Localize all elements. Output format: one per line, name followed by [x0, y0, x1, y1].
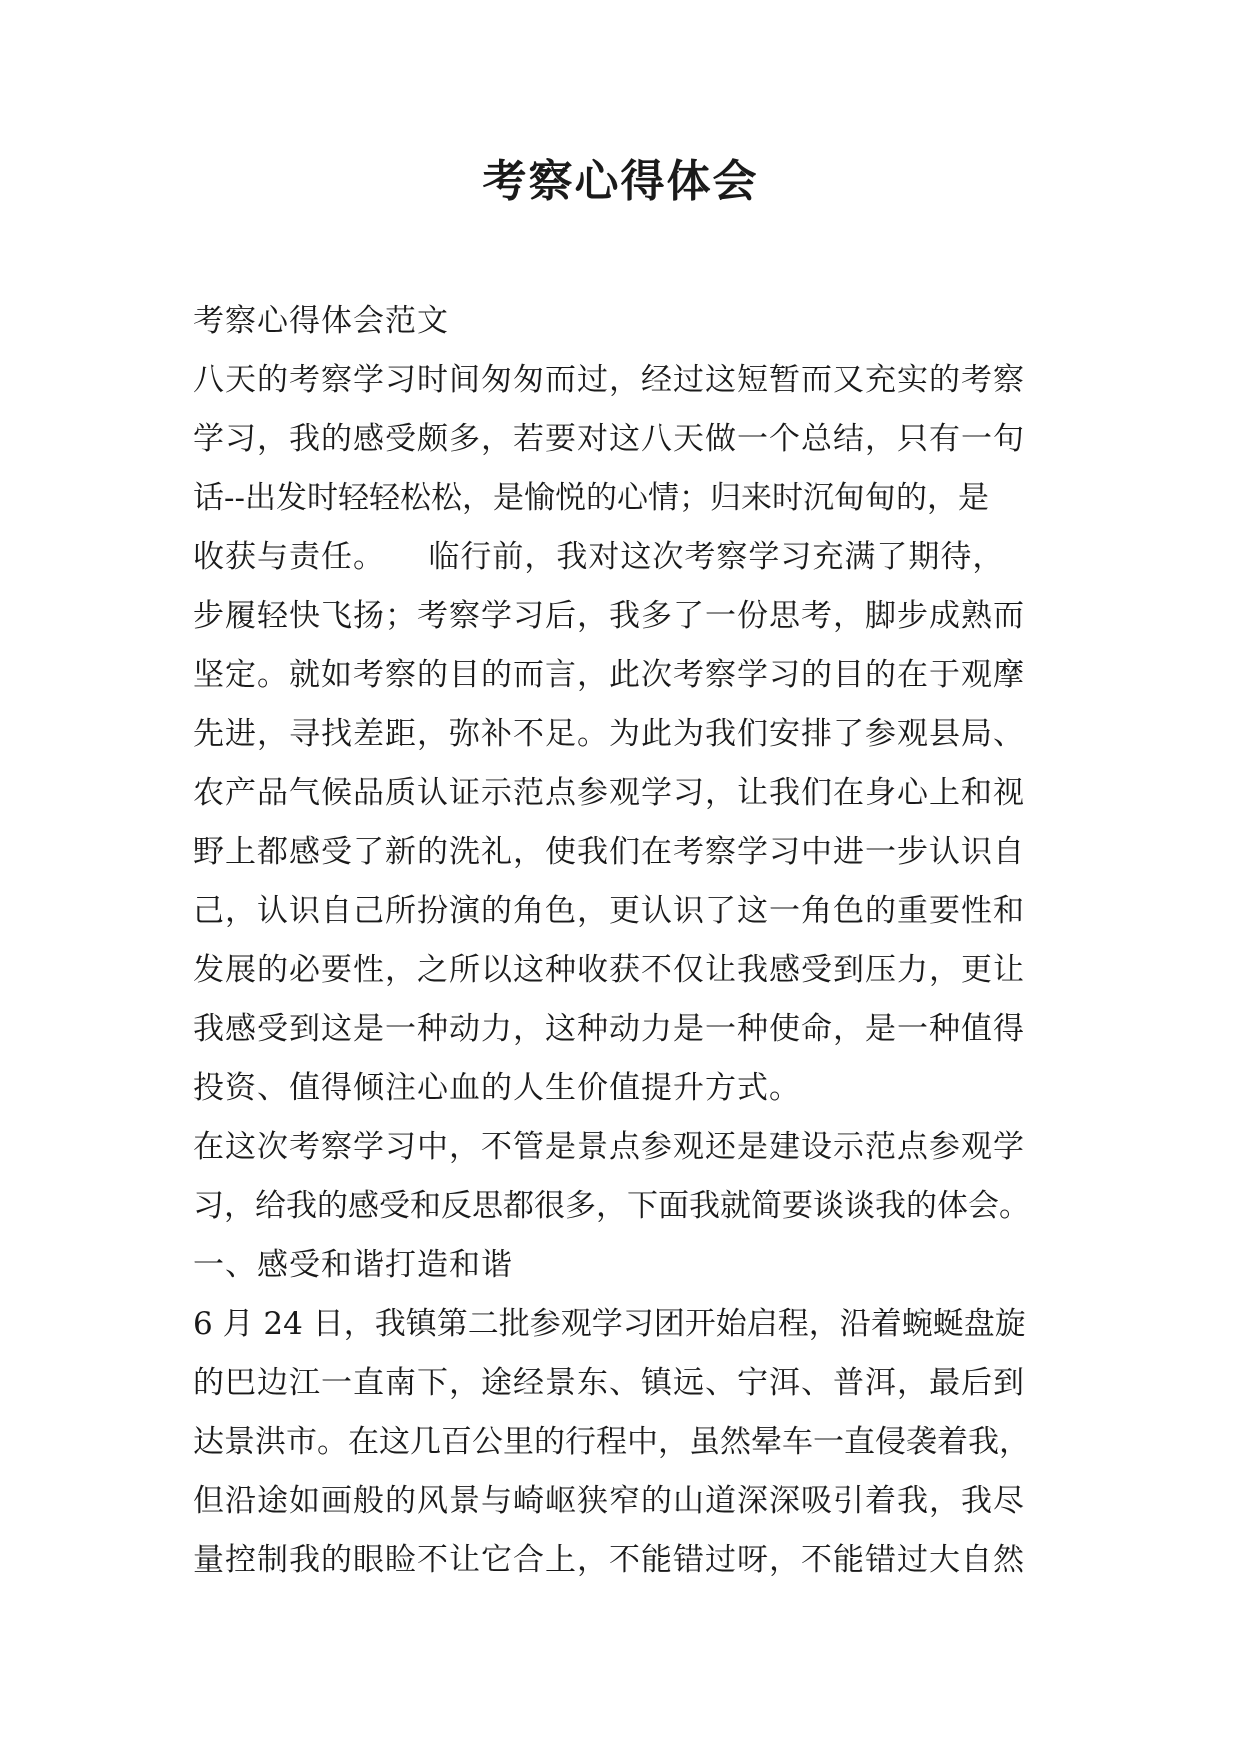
body-line: 达景洪市。在这几百公里的行程中，虽然晕车一直侵袭着我，: [193, 1424, 1030, 1460]
body-line: 八天的考察学习时间匆匆而过，经过这短暂而又充实的考察: [193, 362, 1025, 398]
body-line: 先进，寻找差距，弥补不足。为此为我们安排了参观县局、: [193, 716, 1025, 752]
body-line: 6 月 24 日，我镇第二批参观学习团开始启程，沿着蜿蜒盘旋: [193, 1306, 1026, 1342]
body-line: 考察心得体会范文: [193, 303, 449, 339]
document-body: [193, 292, 1073, 1590]
body-line: 农产品气候品质认证示范点参观学习，让我们在身心上和视: [193, 775, 1025, 811]
body-line: 收获与责任。 临行前，我对这次考察学习充满了期待，: [193, 539, 1005, 575]
body-line: 的巴边江一直南下，途经景东、镇远、宁洱、普洱，最后到: [193, 1365, 1025, 1401]
body-line: 发展的必要性，之所以这种收获不仅让我感受到压力，更让: [193, 952, 1025, 988]
document-title: 考察心得体会: [482, 156, 759, 207]
body-line: 话--出发时轻轻松松，是愉悦的心情；归来时沉甸甸的，是: [193, 480, 989, 516]
body-line: 量控制我的眼睑不让它合上，不能错过呀，不能错过大自然: [193, 1542, 1025, 1578]
body-line: 投资、值得倾注心血的人生价值提升方式。: [193, 1070, 801, 1106]
body-line: 步履轻快飞扬；考察学习后，我多了一份思考，脚步成熟而: [193, 598, 1025, 634]
section-heading: 一、感受和谐打造和谐: [193, 1247, 513, 1283]
body-line: 习，给我的感受和反思都很多，下面我就简要谈谈我的体会。: [193, 1188, 1030, 1224]
body-line: 但沿途如画般的风景与崎岖狭窄的山道深深吸引着我，我尽: [193, 1483, 1025, 1519]
body-line: 野上都感受了新的洗礼，使我们在考察学习中进一步认识自: [193, 834, 1025, 870]
body-line: 我感受到这是一种动力，这种动力是一种使命，是一种值得: [193, 1011, 1025, 1047]
body-line: 己，认识自己所扮演的角色，更认识了这一角色的重要性和: [193, 893, 1025, 929]
body-line: 在这次考察学习中，不管是景点参观还是建设示范点参观学: [193, 1129, 1025, 1165]
body-line: 学习，我的感受颇多，若要对这八天做一个总结，只有一句: [193, 421, 1025, 457]
body-line: 坚定。就如考察的目的而言，此次考察学习的目的在于观摩: [193, 657, 1025, 693]
